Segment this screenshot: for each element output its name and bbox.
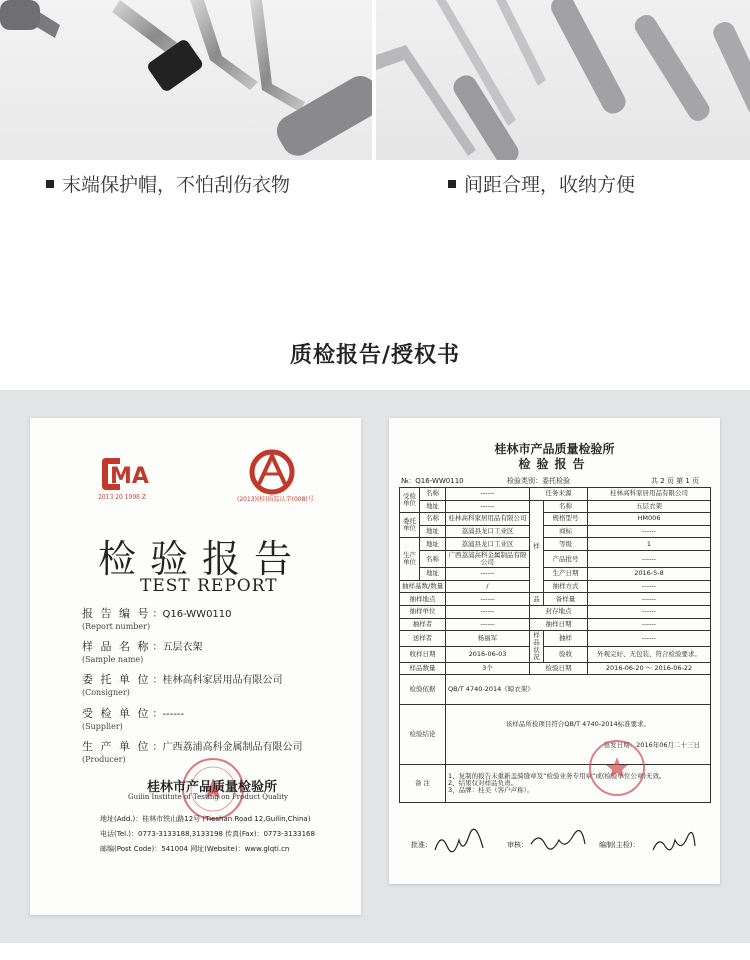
info-en: (Report number) <box>82 622 151 631</box>
info-en: (Producer) <box>82 755 126 764</box>
cell: 地址 <box>420 568 446 581</box>
cell: 抽样地点 <box>400 593 446 606</box>
report-number-row <box>82 602 352 631</box>
info-en: (Supplier) <box>82 722 123 731</box>
bullet-icon <box>448 180 456 188</box>
cell: ------ <box>588 631 711 647</box>
cell: 名称 <box>420 513 446 526</box>
page-count: 共 2 页 第 1 页 <box>651 477 700 485</box>
cma-logo-icon <box>98 456 156 492</box>
cell: 检验日期 <box>530 662 588 675</box>
cell: 等级 <box>544 538 588 551</box>
cell: 委托单位 <box>400 513 420 538</box>
cell: 地址 <box>420 500 446 513</box>
cell: 五层衣架 <box>588 500 711 513</box>
hanger-cap-illustration <box>0 0 372 160</box>
institute-name-en: Guilin Institute of Testing on Product Quality <box>128 793 288 801</box>
approve-label: 批准： <box>411 841 432 849</box>
inspection-table <box>399 487 711 803</box>
conclusion-text: 该样品所检项目符合QB/T 4740-2014标准要求。 <box>505 719 651 728</box>
feature-text-right: 间距合理，收纳方便 <box>464 174 636 196</box>
cell: 2016-5-8 <box>588 568 711 581</box>
cell: 送样者 <box>400 631 446 647</box>
section-title: 质检报告/授权书 <box>289 343 461 368</box>
cell: 抽样方式 <box>544 580 588 593</box>
cell: 抽样 <box>544 631 588 647</box>
feature-text-left: 末端保护帽，不怕刮伤衣物 <box>62 174 291 196</box>
cell: 地址 <box>420 538 446 551</box>
cell: 抽样日期 <box>530 618 588 631</box>
remark-line: 1、复制的报告未重新盖骑缝章及“检验业务专用章”或(检验单位公章)无效。 <box>448 772 666 781</box>
info-value: ：------ <box>152 709 185 720</box>
report-title-en: TEST REPORT <box>140 576 278 596</box>
feature-caption-right <box>448 170 635 197</box>
svg-text:MA: MA <box>110 464 149 489</box>
info-label: 生 产 单 位 <box>82 740 151 753</box>
cell: 样品数量 <box>400 662 446 675</box>
report-institute: 桂林市产品质量检验所 <box>494 442 615 456</box>
cell: 任务来源 <box>530 488 588 501</box>
cell: 商标 <box>544 525 588 538</box>
info-label: 委 托 单 位 <box>82 673 151 686</box>
cell: 品 <box>530 593 544 606</box>
info-value: ：五层衣架 <box>152 642 203 653</box>
cell: 桂林高科家居用品有限公司 <box>446 513 530 526</box>
cell: 名称 <box>544 500 588 513</box>
cell: 名称 <box>420 550 446 567</box>
cell: 2016-06-20 ～ 2016-06-22 <box>588 662 711 675</box>
institute-address: 地址(Add.)：桂林市铁山路12号 (Tieshan Road 12,Guilin,China) <box>100 815 311 823</box>
cell: QB/T 4740-2014《晾衣架》 <box>446 675 711 705</box>
info-label: 受 检 单 位 <box>82 707 151 720</box>
cell: 抽样者 <box>400 618 446 631</box>
cell: ------ <box>446 568 530 581</box>
cell: 桂林高科家居用品有限公司 <box>588 488 711 501</box>
institute-phone: 电话(Tel.)：0773-3133188,3133198 传真(Fax)：0773-3133168 <box>100 830 315 838</box>
sample-name-row <box>82 635 352 664</box>
cell: 检验结论 <box>400 705 446 765</box>
cell: ------ <box>446 606 530 619</box>
info-label: 报 告 编 号 <box>82 607 151 620</box>
supplier-row <box>82 702 352 731</box>
reviewer-signature-icon <box>529 830 587 854</box>
cell: 生产单位 <box>400 538 420 580</box>
compile-label: 编制(主检)： <box>599 841 640 849</box>
cell: 备 注 <box>400 765 446 803</box>
cell: 2016-06-03 <box>446 647 530 663</box>
cell: 地址 <box>420 525 446 538</box>
info-en: (Consigner) <box>82 688 130 697</box>
info-value: ：Q16-WW0110 <box>152 609 232 620</box>
info-en: (Sample name) <box>82 655 144 664</box>
info-label: 样 品 名 称 <box>82 640 151 653</box>
cell: 验收 <box>544 647 588 663</box>
approver-signature-icon <box>433 828 485 858</box>
info-value: ：桂林高科家居用品有限公司 <box>152 675 283 686</box>
cell: ------ <box>446 500 530 513</box>
institute-postcode: 邮编(Post Code)：541004 网址(Website)：www.glqti.cn <box>100 845 290 853</box>
remark-line: 3、品牌：桂美（客户声称）。 <box>448 786 534 795</box>
info-value: ：广西荔浦高科金属制品有限公司 <box>152 742 303 753</box>
review-label: 审核： <box>507 841 528 849</box>
compiler-signature-icon <box>651 830 697 856</box>
cell: ------ <box>446 593 530 606</box>
cell: ------ <box>446 488 530 501</box>
cell: 收样日期 <box>400 647 446 663</box>
cell: 1 <box>588 538 711 551</box>
remark-line: 2、结果仅对样品负责。 <box>448 779 518 788</box>
cell: 抽样单位 <box>400 606 446 619</box>
cell: 样 <box>530 500 544 593</box>
cell: 封存地点 <box>530 606 588 619</box>
cell: 荔浦县龙口工业区 <box>446 538 530 551</box>
cell: ------ <box>446 618 530 631</box>
cell: 产品批号 <box>544 550 588 567</box>
cell: ------ <box>588 606 711 619</box>
cell: 生产日期 <box>544 568 588 581</box>
product-photo-spacing <box>376 0 750 160</box>
remarks-cell <box>446 765 711 803</box>
cell: 受检单位 <box>400 488 420 513</box>
red-seal-icon <box>587 738 647 798</box>
cell: / <box>446 580 530 593</box>
test-report-page <box>389 418 720 884</box>
cell: 杨丽军 <box>446 631 530 647</box>
cell: ------ <box>588 593 711 606</box>
conclusion-cell <box>446 705 711 765</box>
cell: ------ <box>588 525 711 538</box>
feature-caption-left <box>46 170 290 197</box>
cell: 名称 <box>420 488 446 501</box>
cell: 备样量 <box>544 593 588 606</box>
cal-logo-icon <box>245 448 299 496</box>
cell: 抽样基数/数量 <box>400 580 446 593</box>
product-photo-protective-caps <box>0 0 372 160</box>
bullet-icon <box>46 180 54 188</box>
inspection-type: 检验类别：委托检验 <box>507 477 570 485</box>
cal-number: (2013)(桂)质监认字(008)号 <box>237 496 314 503</box>
test-report-cover <box>30 418 361 915</box>
cell: HM006 <box>588 513 711 526</box>
cell: 检验依据 <box>400 675 446 705</box>
cell: 外观完好、无包装、符合检验要求。 <box>588 647 711 663</box>
report-number: №：Q16-WW0110 <box>401 477 464 485</box>
cma-number: 2013 20 1998 Z <box>98 494 147 501</box>
report-heading: 检验报告 <box>518 457 591 471</box>
cell: 3个 <box>446 662 530 675</box>
cell: 规格型号 <box>544 513 588 526</box>
cell: 样品状况 <box>530 631 544 663</box>
cell: ------ <box>588 550 711 567</box>
consigner-row <box>82 668 352 697</box>
cell: ------ <box>588 618 711 631</box>
institute-name-cn: 桂林市产品质量检验所 <box>147 780 278 795</box>
cell: 荔浦县龙口工业区 <box>446 525 530 538</box>
cell: 广西荔浦高科金属制品有限公司 <box>446 550 530 567</box>
cell: ------ <box>588 580 711 593</box>
sign-date: 签发日期：2016年06月二十三日 <box>603 740 700 749</box>
report-title-cn: 检验报告 <box>98 537 307 581</box>
hanger-bars-illustration <box>376 0 750 160</box>
